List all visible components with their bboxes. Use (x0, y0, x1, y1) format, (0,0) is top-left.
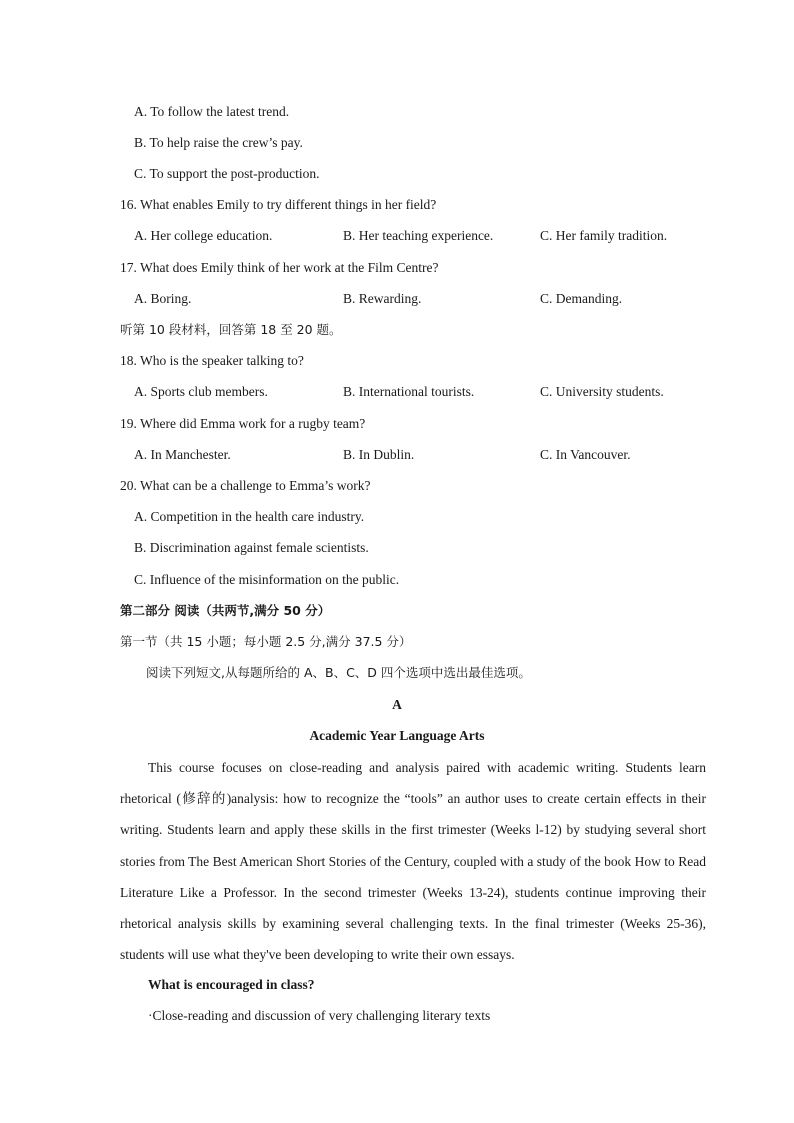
q20-option-a: A. Competition in the health care industry. (134, 509, 365, 524)
q18-option-a: A. Sports club members. (134, 384, 268, 399)
q19-option-b: B. In Dublin. (343, 447, 415, 462)
q16-stem: 16. What enables Emily to try different things in her field? (120, 197, 437, 212)
q19-stem: 19. Where did Emma work for a rugby team? (120, 416, 366, 431)
part2-heading: 第二部分 阅读（共两节,满分 50 分） (120, 603, 331, 618)
q15-option-a: A. To follow the latest trend. (134, 104, 290, 119)
q20-option-c: C. Influence of the misinformation on the public. (134, 572, 400, 587)
passage-title: Academic Year Language Arts (309, 728, 485, 743)
q18-stem: 18. Who is the speaker talking to? (120, 353, 304, 368)
q17-option-c: C. Demanding. (540, 291, 623, 306)
q19-option-c: C. In Vancouver. (540, 447, 631, 462)
section1-heading: 第一节（共 15 小题；每小题 2.5 分,满分 37.5 分） (120, 634, 412, 649)
passage-letter: A (392, 697, 402, 712)
q16-option-b: B. Her teaching experience. (343, 228, 494, 243)
q16-option-c: C. Her family tradition. (540, 228, 668, 243)
q20-stem: 20. What can be a challenge to Emma’s work? (120, 478, 371, 493)
q17-option-b: B. Rewarding. (343, 291, 422, 306)
q20-option-b: B. Discrimination against female scientists. (134, 540, 369, 555)
passage-bullet: ·Close-reading and discussion of very challenging literary texts (148, 1008, 491, 1023)
reading-instruction: 阅读下列短文,从每题所给的 A、B、C、D 四个选项中选出最佳选项。 (146, 665, 531, 680)
q15-option-b: B. To help raise the crew’s pay. (134, 135, 303, 150)
q18-option-b: B. International tourists. (343, 384, 475, 399)
q19-option-a: A. In Manchester. (134, 447, 231, 462)
q16-option-a: A. Her college education. (134, 228, 273, 243)
q15-option-c: C. To support the post-production. (134, 166, 320, 181)
q17-stem: 17. What does Emily think of her work at the Film Centre? (120, 260, 439, 275)
passage-subheading: What is encouraged in class? (148, 977, 315, 992)
passage-paragraph: This course focuses on close-reading and analysis paired with academic writing. Students learn rhetorical (修辞的)analysis: how to recognize the “tools” an author uses to create certain effects in their writing. Students learn and apply these skills in the first trimester (Weeks l-12) by studying several short stories from The Best American Short Stories of the Century, coupled with a study of the book How to Read Literature Like a Professor. In the second trimester (Weeks 13-24), students continue improving their rhetorical analysis skills by examining several challenging texts. In the final trimester (Weeks 25-36), students will use what they've been developing to write their own essays. (120, 760, 706, 963)
listening-instruction: 听第 10 段材料，回答第 18 至 20 题。 (120, 322, 342, 337)
q18-option-c: C. University students. (540, 384, 664, 399)
q17-option-a: A. Boring. (134, 291, 192, 306)
